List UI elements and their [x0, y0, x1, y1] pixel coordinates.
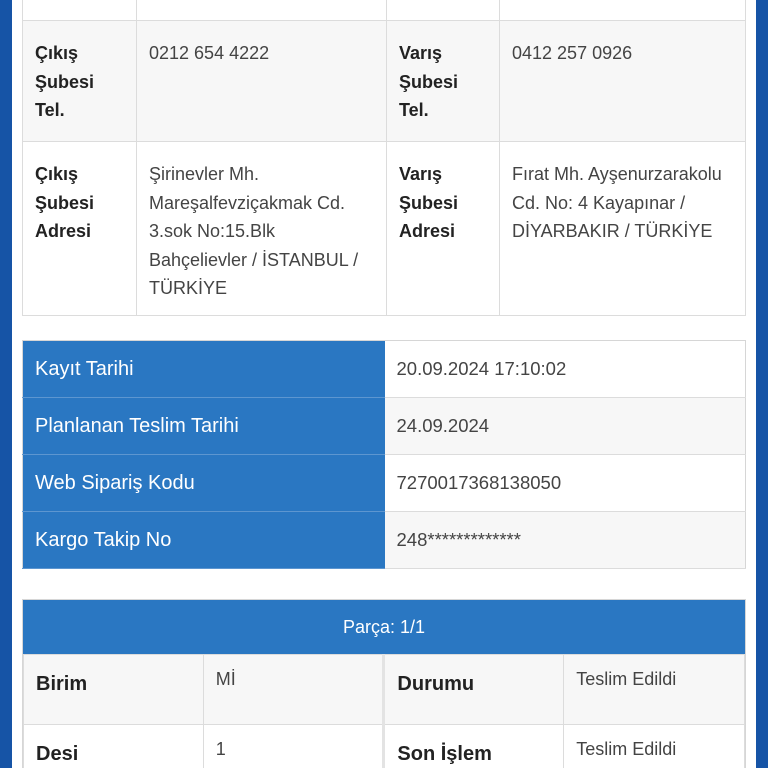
web-order-code-value: 7270017368138050: [385, 455, 746, 512]
last-action-label: Son İşlem: [384, 725, 564, 768]
table-row: [23, 512, 746, 569]
arrival-label: [387, 0, 500, 21]
status-value: Teslim Edildi: [564, 655, 745, 725]
shipment-info-table: [22, 340, 746, 569]
parts-table: [22, 599, 746, 768]
last-action-value: Teslim Edildi: [564, 725, 745, 768]
record-date-value: 20.09.2024 17:10:02: [385, 341, 746, 398]
table-row: [23, 398, 746, 455]
unit-label: Birim: [24, 655, 204, 725]
shipment-detail-panel: [12, 0, 756, 768]
status-label: Durumu: [384, 655, 564, 725]
arrival-value: [500, 0, 746, 21]
table-row: [23, 455, 746, 512]
table-row: [23, 21, 746, 142]
arrival-branch-address: Fırat Mh. Ayşenurzarakolu Cd. No: 4 Kayapınar / DİYARBAKIR / TÜRKİYE: [500, 142, 746, 316]
departure-branch-phone-label: Çıkış Şubesi Tel.: [23, 21, 137, 142]
departure-branch-address-label: Çıkış Şubesi Adresi: [23, 142, 137, 316]
web-order-code-label: Web Sipariş Kodu: [23, 455, 385, 512]
unit-value: Mİ: [203, 655, 384, 725]
departure-branch-phone[interactable]: 0212 654 4222: [137, 21, 387, 142]
record-date-label: Kayıt Tarihi: [23, 341, 385, 398]
table-row: [23, 341, 746, 398]
departure-branch-address: Şirinevler Mh. Mareşalfevziçakmak Cd. 3.sok No:15.Blk Bahçelievler / İSTANBUL / TÜRKİYE: [137, 142, 387, 316]
parts-detail-table: [23, 654, 745, 768]
arrival-branch-phone-label: Varış Şubesi Tel.: [387, 21, 500, 142]
tracking-number-value: 248*************: [385, 512, 746, 569]
table-row: [24, 725, 745, 768]
arrival-branch-address-label: Varış Şubesi Adresi: [387, 142, 500, 316]
departure-label: [23, 0, 137, 21]
desi-label: Desi: [24, 725, 204, 768]
arrival-branch-phone[interactable]: 0412 257 0926: [500, 21, 746, 142]
planned-delivery-value: 24.09.2024: [385, 398, 746, 455]
table-row: [23, 0, 746, 21]
desi-value: 1: [203, 725, 384, 768]
branch-info-table: [22, 0, 746, 316]
parts-header: Parça: 1/1: [23, 600, 745, 654]
table-row: [24, 655, 745, 725]
departure-value: [137, 0, 387, 21]
tracking-number-label: Kargo Takip No: [23, 512, 385, 569]
table-row: [23, 142, 746, 316]
planned-delivery-label: Planlanan Teslim Tarihi: [23, 398, 385, 455]
